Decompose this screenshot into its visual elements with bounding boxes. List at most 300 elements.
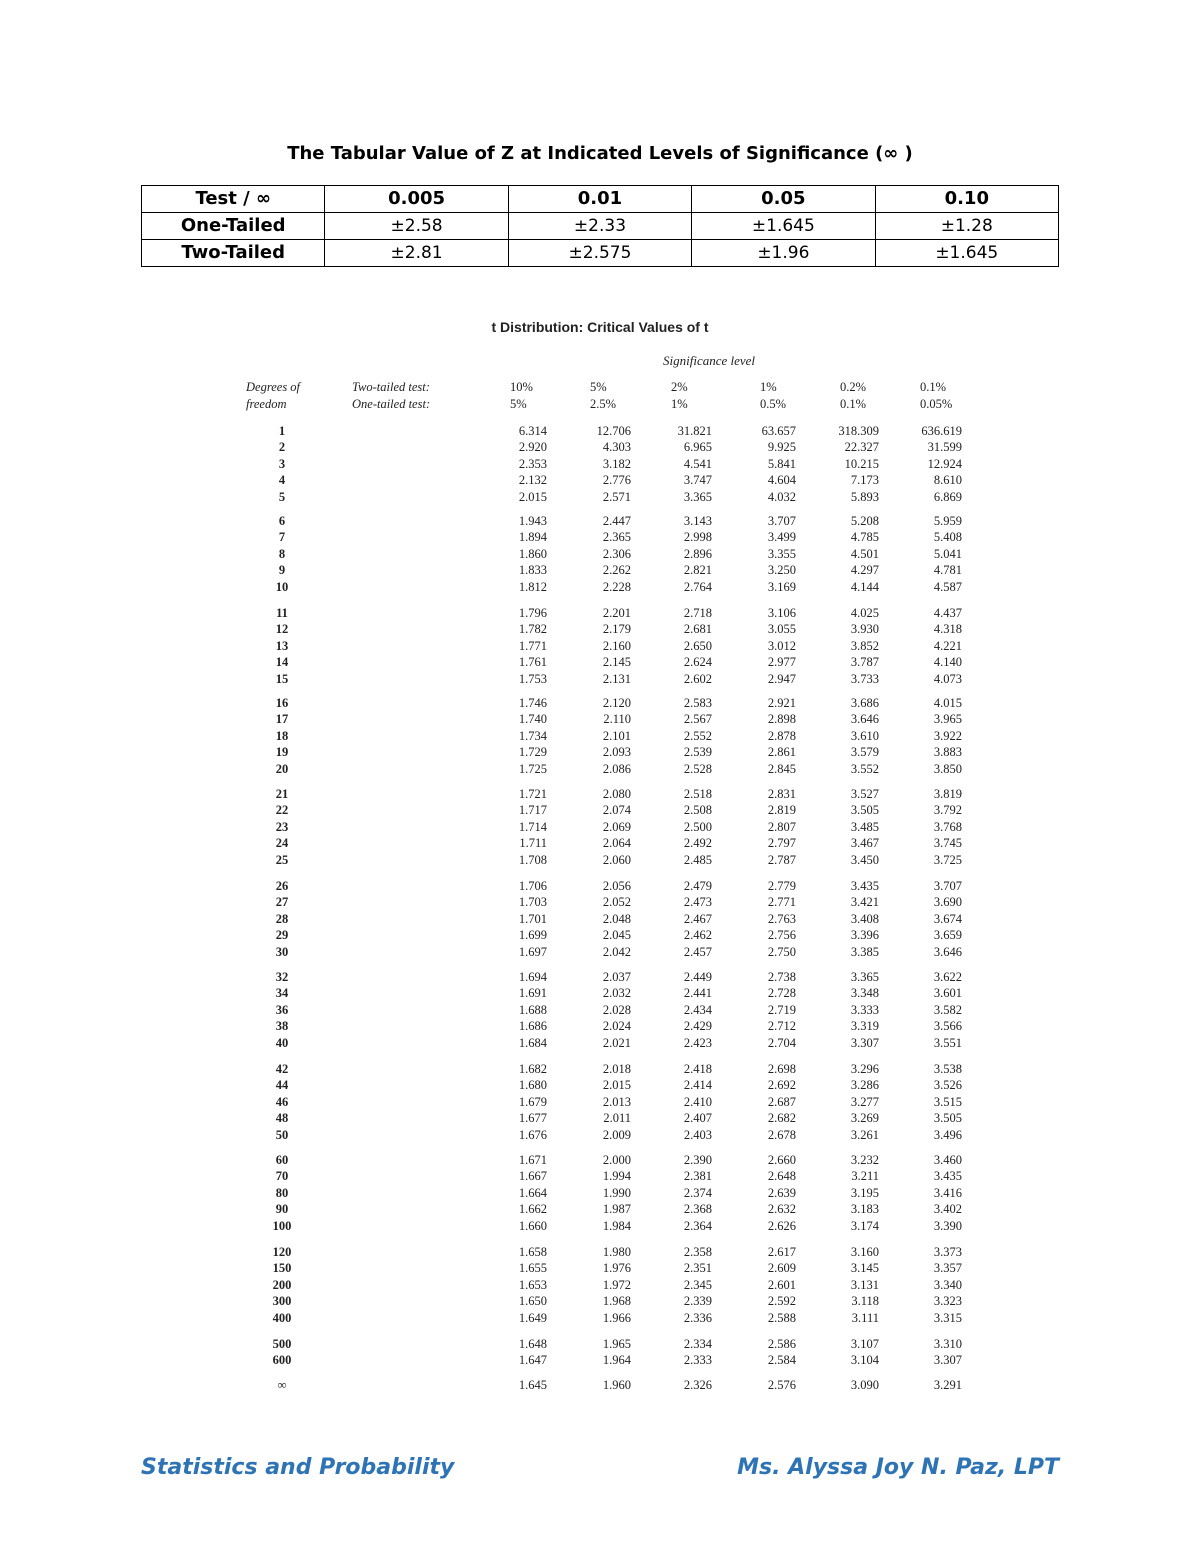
critical-value-cell: 2.687 bbox=[767, 1094, 796, 1109]
dof-cell: 15 bbox=[275, 671, 289, 686]
dof-cell: 26 bbox=[275, 879, 289, 893]
critical-value-cell: 1.682 bbox=[518, 1062, 547, 1076]
critical-value-cell: 2.447 bbox=[602, 514, 631, 528]
critical-value-cell: 2.345 bbox=[683, 1277, 712, 1292]
critical-value-cell: 4.297 bbox=[850, 563, 879, 578]
critical-value-cell: 2.056 bbox=[602, 879, 631, 893]
critical-value-cell: 1.980 bbox=[602, 1245, 631, 1259]
dof-cell: 200 bbox=[272, 1277, 292, 1292]
critical-value-cell: 2.845 bbox=[767, 761, 796, 776]
critical-value-cell: 3.348 bbox=[850, 986, 879, 1001]
critical-value-cell: 1.658 bbox=[518, 1245, 547, 1259]
critical-value-cell: 2.586 bbox=[767, 1337, 796, 1351]
critical-value-cell: 3.819 bbox=[933, 787, 962, 801]
critical-value-cell: 4.781 bbox=[933, 563, 962, 578]
critical-value-cell: 1.671 bbox=[518, 1153, 547, 1167]
critical-value-cell: 1.987 bbox=[602, 1202, 631, 1217]
critical-value-cell: 2.920 bbox=[518, 440, 547, 455]
critical-value-cell: 1.721 bbox=[518, 787, 547, 801]
critical-value-cell: 2.358 bbox=[683, 1245, 712, 1259]
critical-value-cell: 1.717 bbox=[518, 803, 547, 818]
critical-value-cell: 2.639 bbox=[767, 1185, 796, 1200]
critical-value-cell: 2.609 bbox=[767, 1261, 796, 1276]
critical-value-cell: 2.132 bbox=[518, 473, 547, 488]
z-value-table bbox=[141, 185, 1059, 267]
one-tailed-level: 1% bbox=[671, 397, 688, 411]
critical-value-cell: 2.074 bbox=[602, 803, 631, 818]
z-cell: ±1.96 bbox=[692, 240, 875, 267]
critical-value-cell: 1.860 bbox=[518, 546, 547, 561]
z-header-cell: 0.10 bbox=[875, 186, 1058, 213]
dof-cell: 5 bbox=[278, 489, 286, 504]
critical-value-cell: 2.160 bbox=[602, 638, 631, 653]
critical-value-cell: 3.365 bbox=[850, 970, 879, 984]
critical-value-cell: 3.333 bbox=[850, 1002, 879, 1017]
critical-value-cell: 2.060 bbox=[602, 852, 631, 867]
dof-cell: 36 bbox=[275, 1002, 289, 1017]
critical-value-cell: 2.738 bbox=[767, 970, 796, 984]
critical-value-cell: 2.015 bbox=[602, 1078, 631, 1093]
critical-value-cell: 3.104 bbox=[850, 1353, 879, 1368]
critical-value-cell: 2.807 bbox=[767, 819, 796, 834]
critical-value-cell: 1.894 bbox=[518, 530, 547, 545]
dof-cell: 40 bbox=[275, 1035, 289, 1050]
two-tailed-level: 1% bbox=[760, 380, 777, 394]
critical-value-cell: 2.764 bbox=[683, 579, 712, 594]
critical-value-cell: 2.592 bbox=[767, 1294, 796, 1309]
critical-value-cell: 2.712 bbox=[767, 1019, 796, 1034]
critical-value-cell: 2.457 bbox=[683, 944, 712, 959]
critical-value-cell: 1.679 bbox=[518, 1094, 547, 1109]
dof-cell: 1 bbox=[278, 424, 286, 438]
critical-value-cell: 2.201 bbox=[602, 606, 631, 620]
critical-value-cell: 3.421 bbox=[850, 895, 879, 910]
critical-value-cell: 1.833 bbox=[518, 563, 547, 578]
critical-value-cell: 3.505 bbox=[850, 803, 879, 818]
critical-value-cell: 3.340 bbox=[933, 1277, 962, 1292]
critical-value-cell: 10.215 bbox=[844, 456, 879, 471]
critical-value-cell: 4.501 bbox=[850, 546, 879, 561]
critical-value-cell: 2.009 bbox=[602, 1127, 631, 1142]
dof-cell: 23 bbox=[275, 819, 289, 834]
critical-value-cell: 4.144 bbox=[850, 579, 879, 594]
z-table-title: The Tabular Value of Z at Indicated Levels of Significance (∞ ) bbox=[287, 143, 913, 164]
critical-value-cell: 3.111 bbox=[851, 1310, 879, 1325]
critical-value-cell: 3.930 bbox=[850, 622, 879, 637]
z-cell: ±2.575 bbox=[508, 240, 691, 267]
critical-value-cell: 2.682 bbox=[767, 1111, 796, 1126]
dof-cell: 46 bbox=[275, 1094, 289, 1109]
dof-cell: 400 bbox=[272, 1310, 292, 1325]
critical-value-cell: 3.499 bbox=[767, 530, 796, 545]
critical-value-cell: 2.648 bbox=[767, 1169, 796, 1184]
critical-value-cell: 2.539 bbox=[683, 745, 712, 760]
dof-cell: 12 bbox=[275, 622, 289, 637]
critical-value-cell: 3.250 bbox=[767, 563, 796, 578]
dof-cell: 20 bbox=[275, 761, 289, 776]
critical-value-cell: 3.768 bbox=[933, 819, 962, 834]
critical-value-cell: 3.106 bbox=[767, 606, 796, 620]
critical-value-cell: 2.037 bbox=[602, 970, 631, 984]
critical-value-cell: 3.485 bbox=[850, 819, 879, 834]
critical-value-cell: 2.473 bbox=[683, 895, 712, 910]
critical-value-cell: 2.821 bbox=[683, 563, 712, 578]
critical-value-cell: 2.390 bbox=[683, 1153, 712, 1167]
critical-value-cell: 2.333 bbox=[683, 1353, 712, 1368]
critical-value-cell: 2.353 bbox=[518, 456, 547, 471]
z-cell: ±2.58 bbox=[325, 213, 508, 240]
dof-cell: ∞ bbox=[277, 1378, 287, 1392]
dof-cell: 100 bbox=[272, 1218, 292, 1233]
critical-value-cell: 2.093 bbox=[602, 745, 631, 760]
critical-value-cell: 2.750 bbox=[767, 944, 796, 959]
critical-value-cell: 2.588 bbox=[767, 1310, 796, 1325]
critical-value-cell: 3.792 bbox=[933, 803, 962, 818]
critical-value-cell: 2.681 bbox=[683, 622, 712, 637]
critical-value-cell: 4.604 bbox=[767, 473, 796, 488]
critical-value-cell: 3.319 bbox=[850, 1019, 879, 1034]
dof-cell: 2 bbox=[278, 440, 286, 455]
critical-value-cell: 1.684 bbox=[518, 1035, 547, 1050]
z-cell: ±2.81 bbox=[325, 240, 508, 267]
dof-cell: 18 bbox=[275, 728, 289, 743]
critical-value-cell: 3.291 bbox=[933, 1378, 962, 1392]
critical-value-cell: 1.746 bbox=[518, 696, 547, 710]
critical-value-cell: 2.423 bbox=[683, 1035, 712, 1050]
two-tailed-level: 2% bbox=[671, 380, 688, 394]
critical-value-cell: 4.140 bbox=[933, 655, 962, 670]
critical-value-cell: 4.032 bbox=[767, 489, 796, 504]
critical-value-cell: 3.357 bbox=[933, 1261, 962, 1276]
critical-value-cell: 31.821 bbox=[677, 424, 712, 438]
critical-value-cell: 1.649 bbox=[518, 1310, 547, 1325]
dof-cell: 17 bbox=[275, 712, 289, 727]
critical-value-cell: 2.018 bbox=[602, 1062, 631, 1076]
critical-value-cell: 1.984 bbox=[602, 1218, 631, 1233]
critical-value-cell: 3.286 bbox=[850, 1078, 879, 1093]
critical-value-cell: 5.959 bbox=[933, 514, 962, 528]
critical-value-cell: 3.323 bbox=[933, 1294, 962, 1309]
two-tailed-level: 0.1% bbox=[920, 380, 947, 394]
critical-value-cell: 2.583 bbox=[683, 696, 712, 710]
critical-value-cell: 1.648 bbox=[518, 1337, 547, 1351]
critical-value-cell: 4.221 bbox=[933, 638, 962, 653]
critical-value-cell: 3.538 bbox=[933, 1062, 962, 1076]
footer-author: Ms. Alyssa Joy N. Paz, LPT bbox=[737, 1455, 1059, 1480]
critical-value-cell: 2.000 bbox=[602, 1153, 631, 1167]
dof-cell: 120 bbox=[272, 1245, 292, 1259]
critical-value-cell: 3.733 bbox=[850, 671, 879, 686]
critical-value-cell: 2.878 bbox=[767, 728, 796, 743]
z-row-label: One-Tailed bbox=[142, 213, 325, 240]
dof-cell: 21 bbox=[275, 787, 289, 801]
two-tailed-label: Two-tailed test: bbox=[352, 380, 430, 394]
critical-value-cell: 3.390 bbox=[933, 1218, 962, 1233]
critical-value-cell: 2.032 bbox=[602, 986, 631, 1001]
dof-cell: 11 bbox=[276, 606, 288, 620]
critical-value-cell: 4.303 bbox=[602, 440, 631, 455]
critical-value-cell: 31.599 bbox=[927, 440, 962, 455]
critical-value-cell: 3.496 bbox=[933, 1127, 962, 1142]
critical-value-cell: 2.015 bbox=[518, 489, 547, 504]
dof-cell: 600 bbox=[272, 1353, 292, 1368]
critical-value-cell: 4.437 bbox=[933, 606, 962, 620]
critical-value-cell: 318.309 bbox=[838, 424, 879, 438]
z-header-cell: 0.05 bbox=[692, 186, 875, 213]
critical-value-cell: 1.771 bbox=[518, 638, 547, 653]
critical-value-cell: 3.373 bbox=[933, 1245, 962, 1259]
critical-value-cell: 3.174 bbox=[850, 1218, 879, 1233]
critical-value-cell: 2.064 bbox=[602, 836, 631, 851]
critical-value-cell: 1.972 bbox=[602, 1277, 631, 1292]
critical-value-cell: 1.976 bbox=[602, 1261, 631, 1276]
critical-value-cell: 3.450 bbox=[850, 852, 879, 867]
critical-value-cell: 2.601 bbox=[767, 1277, 796, 1292]
critical-value-cell: 2.381 bbox=[683, 1169, 712, 1184]
critical-value-cell: 2.434 bbox=[683, 1002, 712, 1017]
dof-cell: 22 bbox=[275, 803, 289, 818]
critical-value-cell: 1.688 bbox=[518, 1002, 547, 1017]
critical-value-cell: 2.479 bbox=[683, 879, 712, 893]
critical-value-cell: 2.120 bbox=[602, 696, 631, 710]
critical-value-cell: 1.660 bbox=[518, 1218, 547, 1233]
critical-value-cell: 3.610 bbox=[850, 728, 879, 743]
critical-value-cell: 2.351 bbox=[683, 1261, 712, 1276]
critical-value-cell: 3.435 bbox=[850, 879, 879, 893]
critical-value-cell: 1.965 bbox=[602, 1337, 631, 1351]
critical-value-cell: 12.706 bbox=[596, 424, 631, 438]
critical-value-cell: 1.734 bbox=[518, 728, 547, 743]
critical-value-cell: 1.697 bbox=[518, 944, 547, 959]
critical-value-cell: 3.012 bbox=[767, 638, 796, 653]
critical-value-cell: 1.647 bbox=[518, 1353, 547, 1368]
critical-value-cell: 3.787 bbox=[850, 655, 879, 670]
critical-value-cell: 2.101 bbox=[602, 728, 631, 743]
one-tailed-level: 2.5% bbox=[590, 397, 617, 411]
critical-value-cell: 3.526 bbox=[933, 1078, 962, 1093]
critical-value-cell: 2.567 bbox=[683, 712, 712, 727]
critical-value-cell: 5.893 bbox=[850, 489, 879, 504]
two-tailed-level: 0.2% bbox=[840, 380, 867, 394]
critical-value-cell: 3.169 bbox=[767, 579, 796, 594]
critical-value-cell: 2.449 bbox=[683, 970, 712, 984]
critical-value-cell: 22.327 bbox=[844, 440, 879, 455]
dof-cell: 25 bbox=[275, 852, 289, 867]
dof-cell: 7 bbox=[278, 530, 286, 545]
critical-value-cell: 2.021 bbox=[602, 1035, 631, 1050]
critical-value-cell: 1.782 bbox=[518, 622, 547, 637]
one-tailed-level: 0.1% bbox=[840, 397, 867, 411]
critical-value-cell: 2.368 bbox=[683, 1202, 712, 1217]
critical-value-cell: 2.374 bbox=[683, 1185, 712, 1200]
critical-value-cell: 3.883 bbox=[933, 745, 962, 760]
critical-value-cell: 1.676 bbox=[518, 1127, 547, 1142]
critical-value-cell: 2.407 bbox=[683, 1111, 712, 1126]
critical-value-cell: 3.646 bbox=[933, 944, 962, 959]
critical-value-cell: 2.326 bbox=[683, 1378, 712, 1392]
dof-cell: 8 bbox=[278, 546, 286, 561]
dof-cell: 4 bbox=[278, 473, 286, 488]
critical-value-cell: 2.467 bbox=[683, 911, 712, 926]
critical-value-cell: 1.968 bbox=[602, 1294, 631, 1309]
one-tailed-level: 0.5% bbox=[760, 397, 787, 411]
z-cell: ±1.645 bbox=[692, 213, 875, 240]
critical-value-cell: 1.761 bbox=[518, 655, 547, 670]
critical-value-cell: 2.080 bbox=[602, 787, 631, 801]
dof-cell: 44 bbox=[275, 1078, 289, 1093]
critical-value-cell: 3.402 bbox=[933, 1202, 962, 1217]
critical-value-cell: 2.698 bbox=[767, 1062, 796, 1076]
critical-value-cell: 2.678 bbox=[767, 1127, 796, 1142]
critical-value-cell: 2.418 bbox=[683, 1062, 712, 1076]
critical-value-cell: 4.541 bbox=[683, 456, 712, 471]
critical-value-cell: 5.041 bbox=[933, 546, 962, 561]
dof-label-line2: freedom bbox=[246, 397, 287, 411]
critical-value-cell: 3.601 bbox=[933, 986, 962, 1001]
critical-value-cell: 2.602 bbox=[683, 671, 712, 686]
critical-value-cell: 2.069 bbox=[602, 819, 631, 834]
critical-value-cell: 3.160 bbox=[850, 1245, 879, 1259]
critical-value-cell: 2.861 bbox=[767, 745, 796, 760]
critical-value-cell: 2.626 bbox=[767, 1218, 796, 1233]
critical-value-cell: 3.182 bbox=[602, 456, 631, 471]
critical-value-cell: 4.015 bbox=[933, 696, 962, 710]
significance-label: Significance level bbox=[663, 353, 756, 368]
dof-label-line1: Degrees of bbox=[246, 380, 301, 394]
critical-value-cell: 3.307 bbox=[850, 1035, 879, 1050]
z-header-cell: Test / ∞ bbox=[142, 186, 325, 213]
critical-value-cell: 2.334 bbox=[683, 1337, 712, 1351]
critical-value-cell: 2.528 bbox=[683, 761, 712, 776]
critical-value-cell: 2.660 bbox=[767, 1153, 796, 1167]
critical-value-cell: 2.028 bbox=[602, 1002, 631, 1017]
critical-value-cell: 3.527 bbox=[850, 787, 879, 801]
critical-value-cell: 5.208 bbox=[850, 514, 879, 528]
critical-value-cell: 1.706 bbox=[518, 879, 547, 893]
critical-value-cell: 1.645 bbox=[518, 1378, 547, 1392]
critical-value-cell: 2.896 bbox=[683, 546, 712, 561]
critical-value-cell: 2.336 bbox=[683, 1310, 712, 1325]
critical-value-cell: 2.576 bbox=[767, 1378, 796, 1392]
critical-value-cell: 2.306 bbox=[602, 546, 631, 561]
critical-value-cell: 2.756 bbox=[767, 928, 796, 943]
critical-value-cell: 1.677 bbox=[518, 1111, 547, 1126]
critical-value-cell: 2.500 bbox=[683, 819, 712, 834]
critical-value-cell: 1.686 bbox=[518, 1019, 547, 1034]
critical-value-cell: 3.551 bbox=[933, 1035, 962, 1050]
critical-value-cell: 2.719 bbox=[767, 1002, 796, 1017]
dof-cell: 48 bbox=[275, 1111, 289, 1126]
critical-value-cell: 1.729 bbox=[518, 745, 547, 760]
critical-value-cell: 1.680 bbox=[518, 1078, 547, 1093]
dof-cell: 300 bbox=[272, 1294, 292, 1309]
one-tailed-level: 0.05% bbox=[920, 397, 953, 411]
critical-value-cell: 2.998 bbox=[683, 530, 712, 545]
z-header-cell: 0.005 bbox=[325, 186, 508, 213]
critical-value-cell: 2.441 bbox=[683, 986, 712, 1001]
critical-value-cell: 3.566 bbox=[933, 1019, 962, 1034]
critical-value-cell: 2.403 bbox=[683, 1127, 712, 1142]
critical-value-cell: 3.622 bbox=[933, 970, 962, 984]
critical-value-cell: 1.714 bbox=[518, 819, 547, 834]
critical-value-cell: 3.659 bbox=[933, 928, 962, 943]
dof-cell: 32 bbox=[275, 970, 289, 984]
critical-value-cell: 3.277 bbox=[850, 1094, 879, 1109]
dof-cell: 27 bbox=[275, 895, 289, 910]
critical-value-cell: 3.131 bbox=[850, 1277, 879, 1292]
critical-value-cell: 2.617 bbox=[767, 1245, 796, 1259]
critical-value-cell: 2.947 bbox=[767, 671, 796, 686]
critical-value-cell: 3.408 bbox=[850, 911, 879, 926]
critical-value-cell: 2.977 bbox=[767, 655, 796, 670]
z-cell: ±2.33 bbox=[508, 213, 691, 240]
critical-value-cell: 2.624 bbox=[683, 655, 712, 670]
z-cell: ±1.28 bbox=[875, 213, 1058, 240]
critical-value-cell: 1.691 bbox=[518, 986, 547, 1001]
critical-value-cell: 1.796 bbox=[518, 606, 547, 620]
critical-value-cell: 2.797 bbox=[767, 836, 796, 851]
critical-value-cell: 1.964 bbox=[602, 1353, 631, 1368]
critical-value-cell: 3.183 bbox=[850, 1202, 879, 1217]
critical-value-cell: 1.990 bbox=[602, 1185, 631, 1200]
dof-cell: 30 bbox=[275, 944, 289, 959]
critical-value-cell: 3.107 bbox=[850, 1337, 879, 1351]
dof-cell: 70 bbox=[275, 1169, 289, 1184]
critical-value-cell: 2.086 bbox=[602, 761, 631, 776]
critical-value-cell: 2.787 bbox=[767, 852, 796, 867]
critical-value-cell: 2.492 bbox=[683, 836, 712, 851]
one-tailed-level: 5% bbox=[510, 397, 527, 411]
critical-value-cell: 1.960 bbox=[602, 1378, 631, 1392]
critical-value-cell: 9.925 bbox=[767, 440, 796, 455]
dof-cell: 19 bbox=[275, 745, 289, 760]
critical-value-cell: 2.262 bbox=[602, 563, 631, 578]
t-table-title: t Distribution: Critical Values of t bbox=[491, 319, 709, 335]
critical-value-cell: 6.869 bbox=[933, 489, 962, 504]
critical-value-cell: 2.414 bbox=[683, 1078, 712, 1093]
critical-value-cell: 2.179 bbox=[602, 622, 631, 637]
critical-value-cell: 2.462 bbox=[683, 928, 712, 943]
critical-value-cell: 4.073 bbox=[933, 671, 962, 686]
critical-value-cell: 3.355 bbox=[767, 546, 796, 561]
critical-value-cell: 2.632 bbox=[767, 1202, 796, 1217]
critical-value-cell: 2.728 bbox=[767, 986, 796, 1001]
critical-value-cell: 4.318 bbox=[933, 622, 962, 637]
critical-value-cell: 1.667 bbox=[518, 1169, 547, 1184]
z-table-row bbox=[142, 213, 1059, 240]
critical-value-cell: 5.408 bbox=[933, 530, 962, 545]
critical-value-cell: 1.740 bbox=[518, 712, 547, 727]
critical-value-cell: 1.708 bbox=[518, 852, 547, 867]
critical-value-cell: 2.898 bbox=[767, 712, 796, 727]
critical-value-cell: 3.852 bbox=[850, 638, 879, 653]
critical-value-cell: 3.646 bbox=[850, 712, 879, 727]
dof-cell: 3 bbox=[278, 456, 286, 471]
critical-value-cell: 1.653 bbox=[518, 1277, 547, 1292]
critical-value-cell: 63.657 bbox=[761, 424, 796, 438]
dof-cell: 13 bbox=[275, 638, 289, 653]
critical-value-cell: 1.699 bbox=[518, 928, 547, 943]
z-header-cell: 0.01 bbox=[508, 186, 691, 213]
critical-value-cell: 2.831 bbox=[767, 787, 796, 801]
critical-value-cell: 3.707 bbox=[767, 514, 796, 528]
critical-value-cell: 2.131 bbox=[602, 671, 631, 686]
critical-value-cell: 3.307 bbox=[933, 1353, 962, 1368]
critical-value-cell: 2.048 bbox=[602, 911, 631, 926]
critical-value-cell: 3.460 bbox=[933, 1153, 962, 1167]
critical-value-cell: 636.619 bbox=[921, 424, 962, 438]
critical-value-cell: 3.145 bbox=[850, 1261, 879, 1276]
